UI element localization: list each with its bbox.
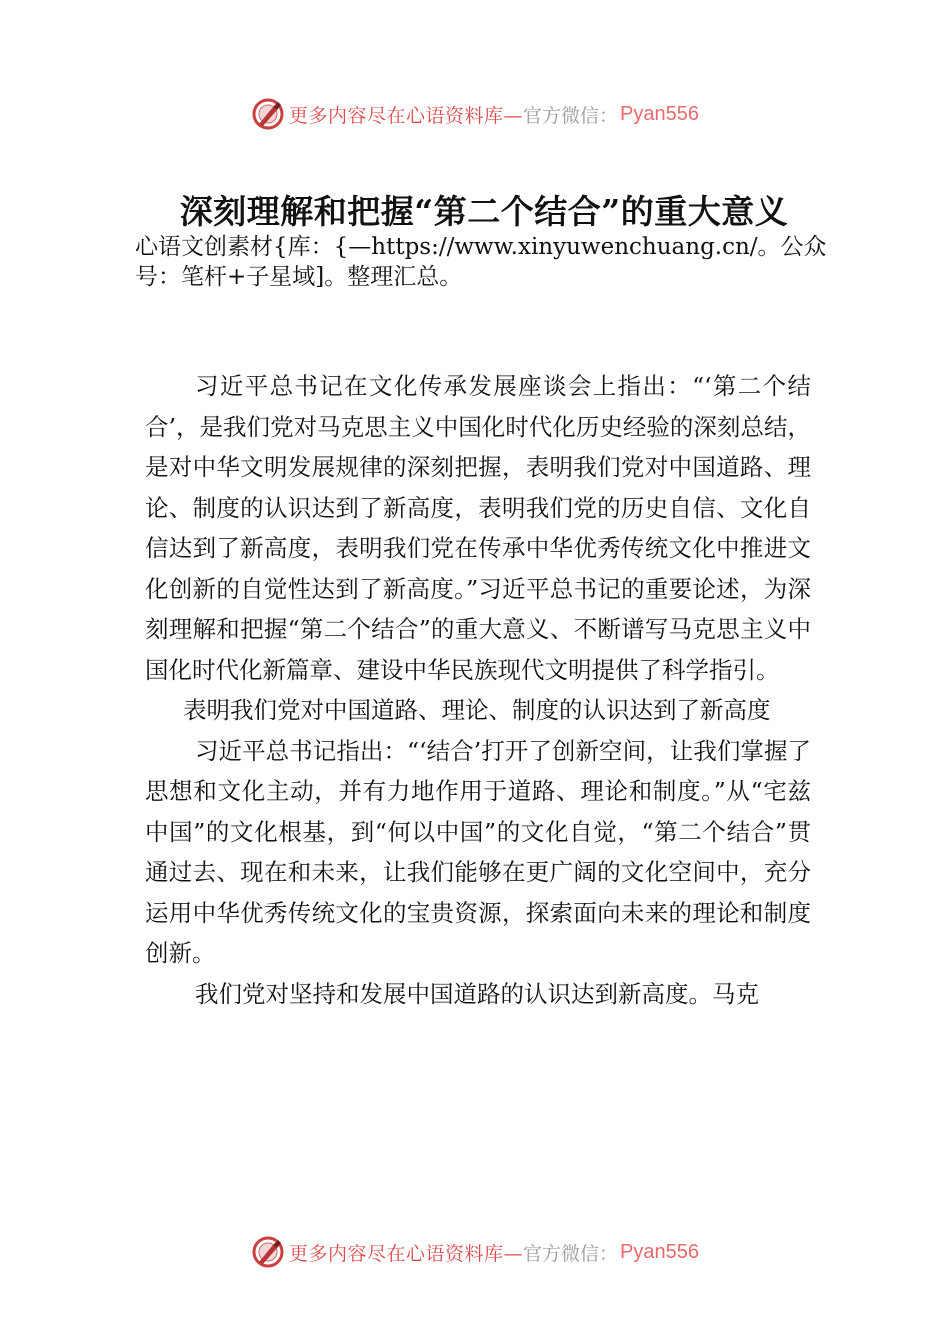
paragraph: 我们党对坚持和发展中国道路的认识达到新高度。马克 bbox=[195, 979, 759, 1008]
banner-wechat-id: Pyan556 bbox=[620, 102, 699, 125]
paragraph: 习近平总书记在文化传承发展座谈会上指出：“‘第二个结合’，是我们党对马克思主义中国化时代化历史经验的深刻总结，是对中华文明发展规律的深刻把握，表明我们党对中国道路、理论、制度的认识达到了新高度，表明我们党的历史自信、文化自信达到了新高度，表明我们党在传承中华优秀传统文化中推进文化创新的自觉性达到了新高度。”习近平总书记的重要论述，为深刻理解和把握“第二个结合”的重大意义、不断谱写马克思主义中国化时代化新篇章、建设中华民族现代文明提供了科学指引。 bbox=[145, 372, 811, 684]
pen-logo-icon bbox=[251, 1235, 285, 1269]
banner-text: 更多内容尽在心语资料库— bbox=[289, 104, 524, 127]
document-title: 深刻理解和把握“第二个结合”的重大意义 bbox=[179, 192, 789, 231]
source-note: 心语文创素材{库：{—https://www.xinyuwenchuang.cn/。公众号：笔杆+子星域]。整理汇总。 bbox=[135, 234, 827, 290]
banner-wechat-label: 官方微信： bbox=[523, 1242, 619, 1265]
banner-text: 更多内容尽在心语资料库— bbox=[289, 1242, 524, 1265]
footer-banner bbox=[0, 1230, 950, 1274]
banner-wechat-label: 官方微信： bbox=[523, 104, 619, 127]
banner-wechat-id: Pyan556 bbox=[620, 1240, 699, 1263]
paragraph: 习近平总书记指出：“‘结合’打开了创新空间，让我们掌握了思想和文化主动，并有力地作用于道路、理论和制度。”从“宅兹中国”的文化根基，到“何以中国”的文化自觉，“第二个结合”贯通过去、现在和未来，让我们能够在更广阔的文化空间中，充分运用中华优秀传统文化的宝贵资源，探索面向未来的理论和制度创新。 bbox=[145, 736, 811, 967]
header-banner bbox=[0, 92, 950, 136]
section-heading: 表明我们党对中国道路、理论、制度的认识达到了新高度 bbox=[183, 696, 771, 724]
pen-logo-icon bbox=[251, 97, 285, 131]
document-body bbox=[145, 366, 811, 1014]
